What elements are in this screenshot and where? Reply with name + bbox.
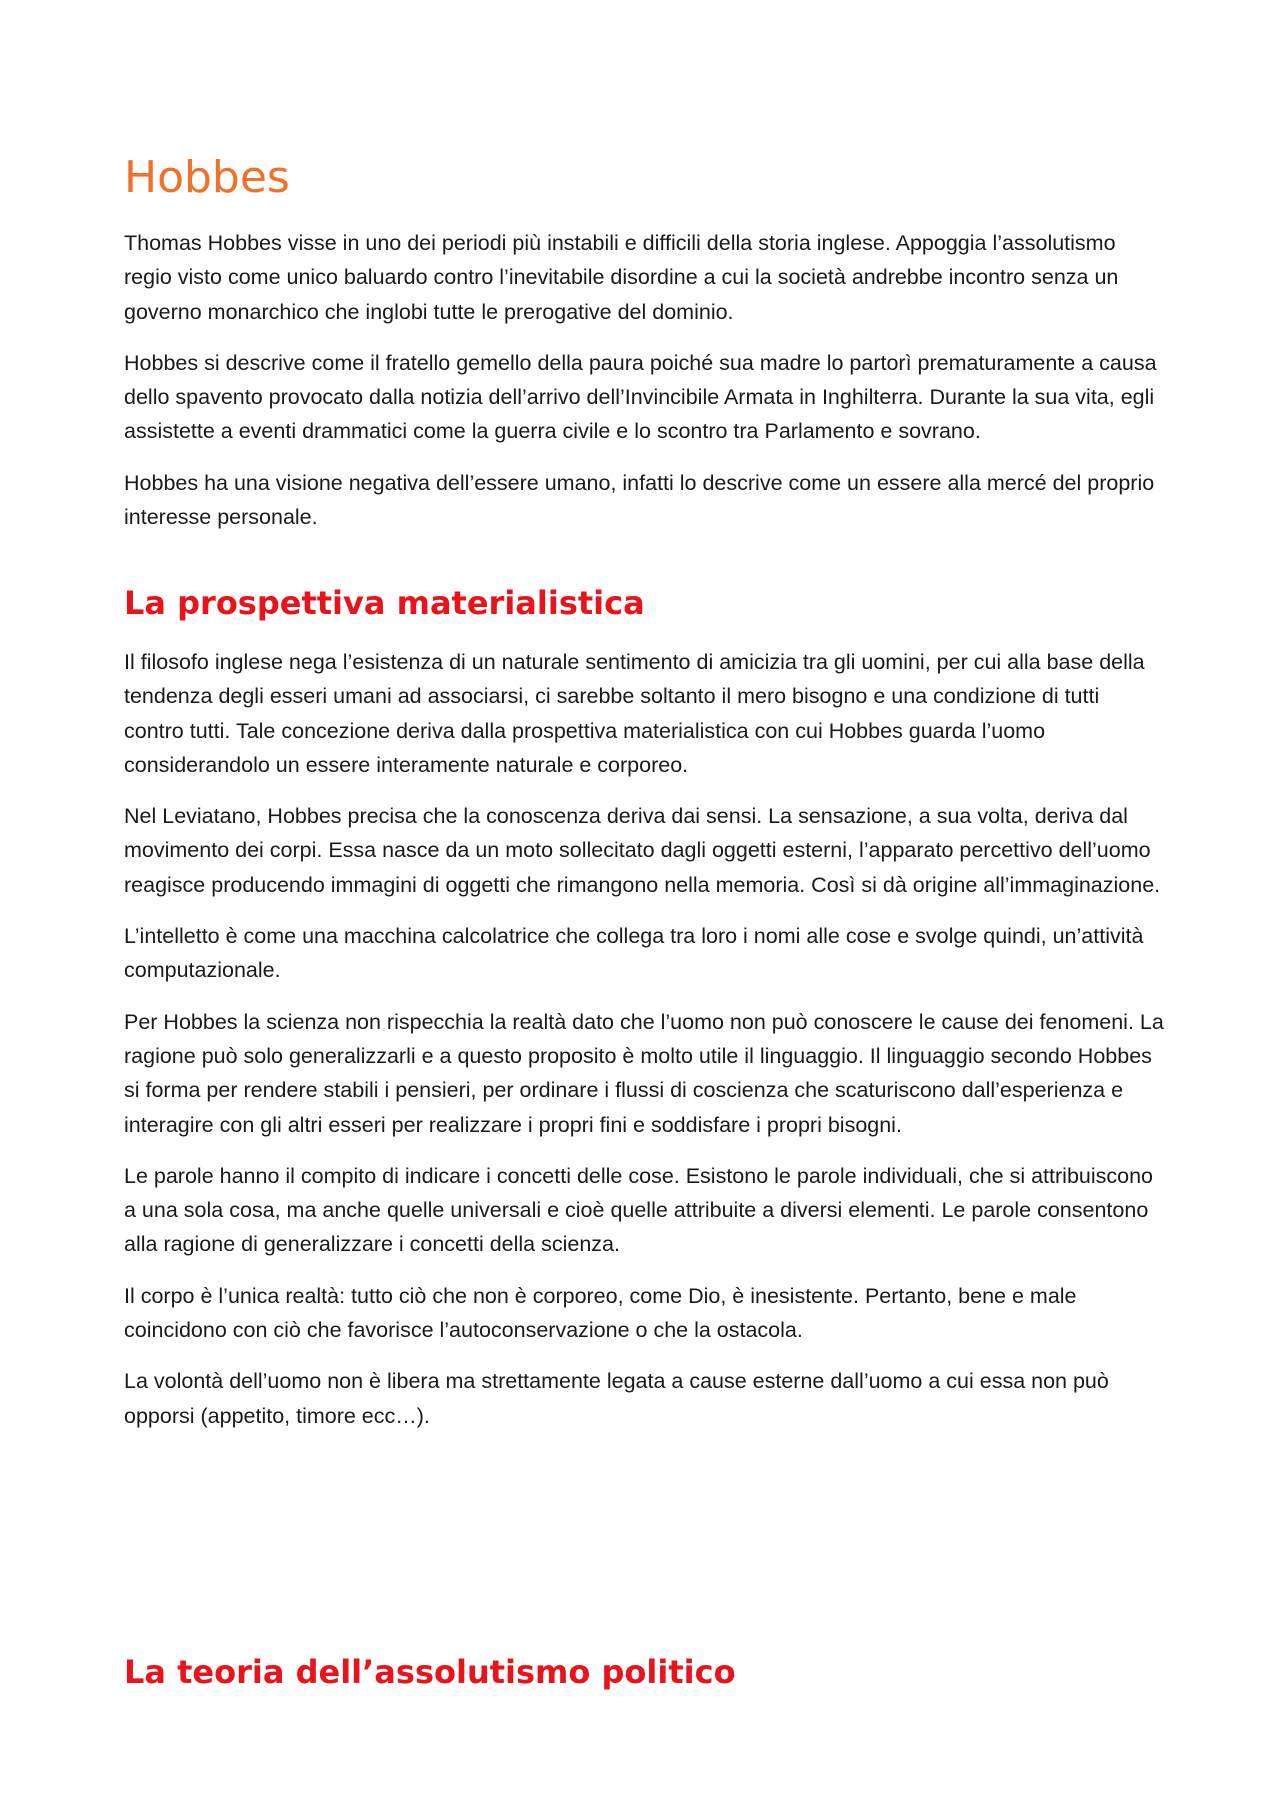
- paragraph: Hobbes si descrive come il fratello gemello della paura poiché sua madre lo partorì prematuramente a causa dello spavento provocato dalla notizia dell’arrivo dell’Invincibile Armata in Inghilterra. Durante la sua vita, egli assistette a eventi drammatici come la guerra civile e lo scontro tra Parlamento e sovrano.: [124, 350, 1157, 444]
- section-heading-materialistica: La prospettiva materialistica: [124, 584, 645, 622]
- paragraph: Thomas Hobbes visse in uno dei periodi più instabili e difficili della storia inglese. Appoggia l’assolutismo regio visto come unico baluardo contro l’inevitabile disordine a cui la società andrebbe incontro senza un governo monarchico che inglobi tutte le prerogative del dominio.: [124, 231, 1119, 324]
- paragraph: L’intelletto è come una macchina calcolatrice che collega tra loro i nomi alle cose e svolge quindi, un’attività computazionale.: [124, 924, 1144, 983]
- paragraph: Hobbes ha una visione negativa dell’essere umano, infatti lo descrive come un essere alla mercé del proprio interesse personale.: [124, 470, 1155, 530]
- paragraph: Per Hobbes la scienza non rispecchia la realtà dato che l’uomo non può conoscere le cause dei fenomeni. La ragione può solo generalizzarli e a questo proposito è molto utile il linguaggio. Il linguaggio secondo Hobbes si forma per rendere stabili i pensieri, per ordinare i flussi di coscienza che scaturiscono dall’esperienza e interagire con gli altri esseri per realizzare i propri fini e soddisfare i propri bisogni.: [124, 1009, 1164, 1137]
- paragraph: Le parole hanno il compito di indicare i concetti delle cose. Esistono le parole individuali, che si attribuiscono a una sola cosa, ma anche quelle universali e cioè quelle attribuite a diversi elementi. Le parole consentono alla ragione di generalizzare i concetti della scienza.: [124, 1163, 1154, 1257]
- materialistica-section: [124, 645, 1164, 1450]
- section-heading-assolutismo: La teoria dell’assolutismo politico: [124, 1653, 736, 1691]
- intro-section: [124, 226, 1164, 551]
- paragraph: Nel Leviatano, Hobbes precisa che la conoscenza deriva dai sensi. La sensazione, a sua volta, deriva dal movimento dei corpi. Essa nasce da un moto sollecitato dagli oggetti esterni, l’apparato percettivo dell’uomo reagisce producendo immagini di oggetti che rimangono nella memoria. Così si dà origine all’immaginazione.: [124, 804, 1161, 897]
- document-title: Hobbes: [124, 152, 290, 203]
- paragraph: Il filosofo inglese nega l’esistenza di un naturale sentimento di amicizia tra gli uomini, per cui alla base della tendenza degli esseri umani ad associarsi, ci sarebbe soltanto il mero bisogno e una condizione di tutti contro tutti. Tale concezione deriva dalla prospettiva materialistica con cui Hobbes guarda l’uomo considerandolo un essere interamente naturale e corporeo.: [124, 650, 1145, 777]
- paragraph: Il corpo è l’unica realtà: tutto ciò che non è corporeo, come Dio, è inesistente. Pertanto, bene e male coincidono con ciò che favorisce l’autoconservazione o che la ostacola.: [124, 1283, 1077, 1343]
- paragraph: La volontà dell’uomo non è libera ma strettamente legata a cause esterne dall’uomo a cui essa non può opporsi (appetito, timore ecc…).: [124, 1369, 1109, 1428]
